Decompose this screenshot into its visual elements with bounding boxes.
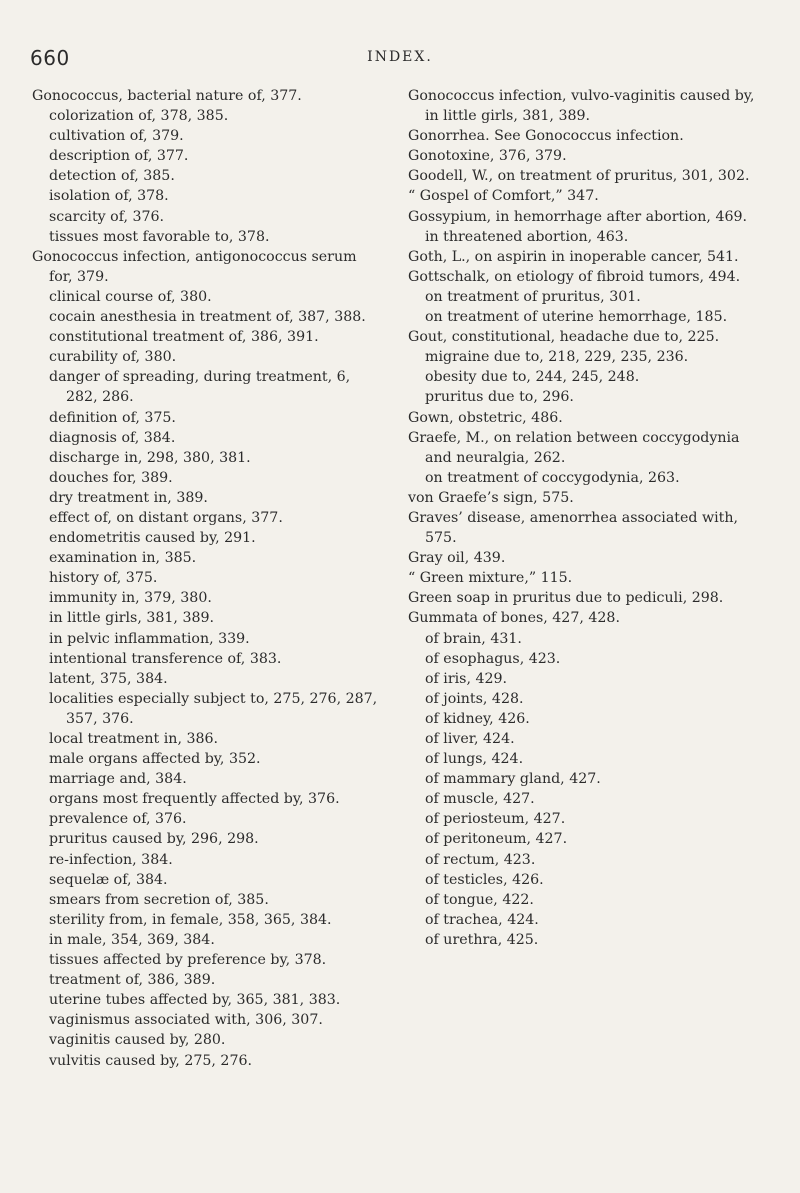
index-subentry: douches for, 389. <box>49 469 173 486</box>
index-subentry: in little girls, 381, 389. <box>49 610 215 627</box>
index-subentry: dry treatment in, 389. <box>49 489 208 506</box>
index-subentry: latent, 375, 384. <box>49 670 168 687</box>
index-subentry: scarcity of, 376. <box>49 208 165 225</box>
index-subentry: description of, 377. <box>49 148 189 165</box>
index-subentry: isolation of, 378. <box>49 188 169 205</box>
index-subentry: sequelæ of, 384. <box>49 871 168 888</box>
index-subentry: in threatened abortion, 463. <box>425 228 629 245</box>
index-subentry: cultivation of, 379. <box>49 128 184 145</box>
index-subentry: of kidney, 426. <box>425 710 530 727</box>
index-subentry: intentional transference of, 383. <box>49 650 282 667</box>
index-subentry: organs most frequently affected by, 376. <box>49 791 340 808</box>
index-subentry: obesity due to, 244, 245, 248. <box>425 369 640 386</box>
index-entry: Goodell, W., on treatment of pruritus, 301, 302. <box>408 168 750 185</box>
index-entry: Green soap in pruritus due to pediculi, 298. <box>408 590 724 607</box>
index-entry: Gonococcus infection, vulvo-vaginitis caused by, in little girls, 381, 389. <box>408 88 755 125</box>
index-subentry: on treatment of uterine hemorrhage, 185. <box>425 309 728 326</box>
index-entry: Gonotoxine, 376, 379. <box>408 148 567 165</box>
index-entry: Gottschalk, on etiology of fibroid tumors, 494. <box>408 268 741 285</box>
index-subentry: danger of spreading, during treatment, 6, 282, 286. <box>49 369 351 406</box>
index-subentry: of muscle, 427. <box>425 791 535 808</box>
index-subentry: of urethra, 425. <box>425 931 539 948</box>
index-subentry: male organs affected by, 352. <box>49 751 261 768</box>
index-subentry: of iris, 429. <box>425 670 508 687</box>
index-entry: Gummata of bones, 427, 428. <box>408 610 620 627</box>
index-subentry: treatment of, 386, 389. <box>49 972 216 989</box>
index-subentry: pruritus caused by, 296, 298. <box>49 831 259 848</box>
index-subentry: tissues most favorable to, 378. <box>49 228 270 245</box>
index-subentry: sterility from, in female, 358, 365, 384. <box>49 911 332 928</box>
index-entry: von Graefe’s sign, 575. <box>408 489 574 506</box>
index-subentry: on treatment of pruritus, 301. <box>425 288 641 305</box>
index-entry: “ Green mixture,” 115. <box>408 570 573 587</box>
index-subentry: examination in, 385. <box>49 550 197 567</box>
index-subentry: of joints, 428. <box>425 690 524 707</box>
index-entry: Graefe, M., on relation between coccygodynia and neuralgia, 262. <box>408 429 740 466</box>
index-subentry: immunity in, 379, 380. <box>49 590 212 607</box>
page-header <box>30 46 770 76</box>
running-head: INDEX. <box>367 49 433 65</box>
index-column-right <box>408 86 758 950</box>
index-subentry: endometritis caused by, 291. <box>49 530 256 547</box>
index-subentry: constitutional treatment of, 386, 391. <box>49 329 319 346</box>
index-subentry: of esophagus, 423. <box>425 650 561 667</box>
index-entry: Gonococcus, bacterial nature of, 377. <box>32 88 302 104</box>
index-column-left <box>32 86 382 1071</box>
index-subentry: marriage and, 384. <box>49 771 187 788</box>
index-subentry: of rectum, 423. <box>425 851 536 868</box>
index-entry: Gray oil, 439. <box>408 550 506 567</box>
index-subentry: definition of, 375. <box>49 409 176 426</box>
index-subentry: tissues affected by preference by, 378. <box>49 952 327 969</box>
index-subentry: smears from secretion of, 385. <box>49 891 269 908</box>
index-subentry: diagnosis of, 384. <box>49 429 176 446</box>
index-entry: Gonorrhea. See Gonococcus infection. <box>408 128 684 145</box>
index-subentry: re-infection, 384. <box>49 851 173 868</box>
index-subentry: of brain, 431. <box>425 630 522 647</box>
index-subentry: of liver, 424. <box>425 731 515 747</box>
index-subentry: of peritoneum, 427. <box>425 831 568 848</box>
index-subentry: prevalence of, 376. <box>49 811 187 828</box>
index-subentry: of trachea, 424. <box>425 911 539 928</box>
index-subentry: of tongue, 422. <box>425 891 534 908</box>
index-entry: Gonococcus infection, antigonococcus serum for, 379. <box>32 248 357 285</box>
index-entry: Goth, L., on aspirin in inoperable cancer, 541. <box>408 248 739 265</box>
index-subentry: of testicles, 426. <box>425 871 544 888</box>
page-number: 660 <box>30 46 70 70</box>
index-entry: Graves’ disease, amenorrhea associated with, 575. <box>408 509 739 547</box>
index-subentry: curability of, 380. <box>49 349 177 366</box>
index-entry: Gossypium, in hemorrhage after abortion, 469. <box>408 208 748 225</box>
index-subentry: colorization of, 378, 385. <box>49 108 229 125</box>
index-subentry: clinical course of, 380. <box>49 288 212 305</box>
index-subentry: migraine due to, 218, 229, 235, 236. <box>425 349 689 366</box>
index-subentry: of periosteum, 427. <box>425 811 566 828</box>
index-entry: Gout, constitutional, headache due to, 225. <box>408 329 720 346</box>
index-subentry: localities especially subject to, 275, 276, 287, 357, 376. <box>49 690 378 727</box>
index-subentry: in pelvic inflammation, 339. <box>49 630 250 647</box>
index-subentry: vaginitis caused by, 280. <box>49 1032 226 1049</box>
index-subentry: uterine tubes affected by, 365, 381, 383. <box>49 992 341 1009</box>
index-subentry: effect of, on distant organs, 377. <box>49 509 283 526</box>
index-subentry: vulvitis caused by, 275, 276. <box>49 1052 253 1069</box>
index-subentry: local treatment in, 386. <box>49 731 219 747</box>
index-subentry: pruritus due to, 296. <box>425 389 574 406</box>
index-subentry: of lungs, 424. <box>425 751 524 768</box>
index-entry: Gown, obstetric, 486. <box>408 409 563 426</box>
index-subentry: history of, 375. <box>49 570 158 587</box>
index-subentry: detection of, 385. <box>49 168 175 185</box>
index-subentry: cocain anesthesia in treatment of, 387, 388. <box>49 309 366 326</box>
index-subentry: in male, 354, 369, 384. <box>49 931 215 948</box>
index-subentry: of mammary gland, 427. <box>425 771 601 788</box>
index-subentry: discharge in, 298, 380, 381. <box>49 449 251 466</box>
index-entry: “ Gospel of Comfort,” 347. <box>408 188 599 205</box>
index-subentry: on treatment of coccygodynia, 263. <box>425 469 680 486</box>
index-subentry: vaginismus associated with, 306, 307. <box>49 1012 323 1029</box>
